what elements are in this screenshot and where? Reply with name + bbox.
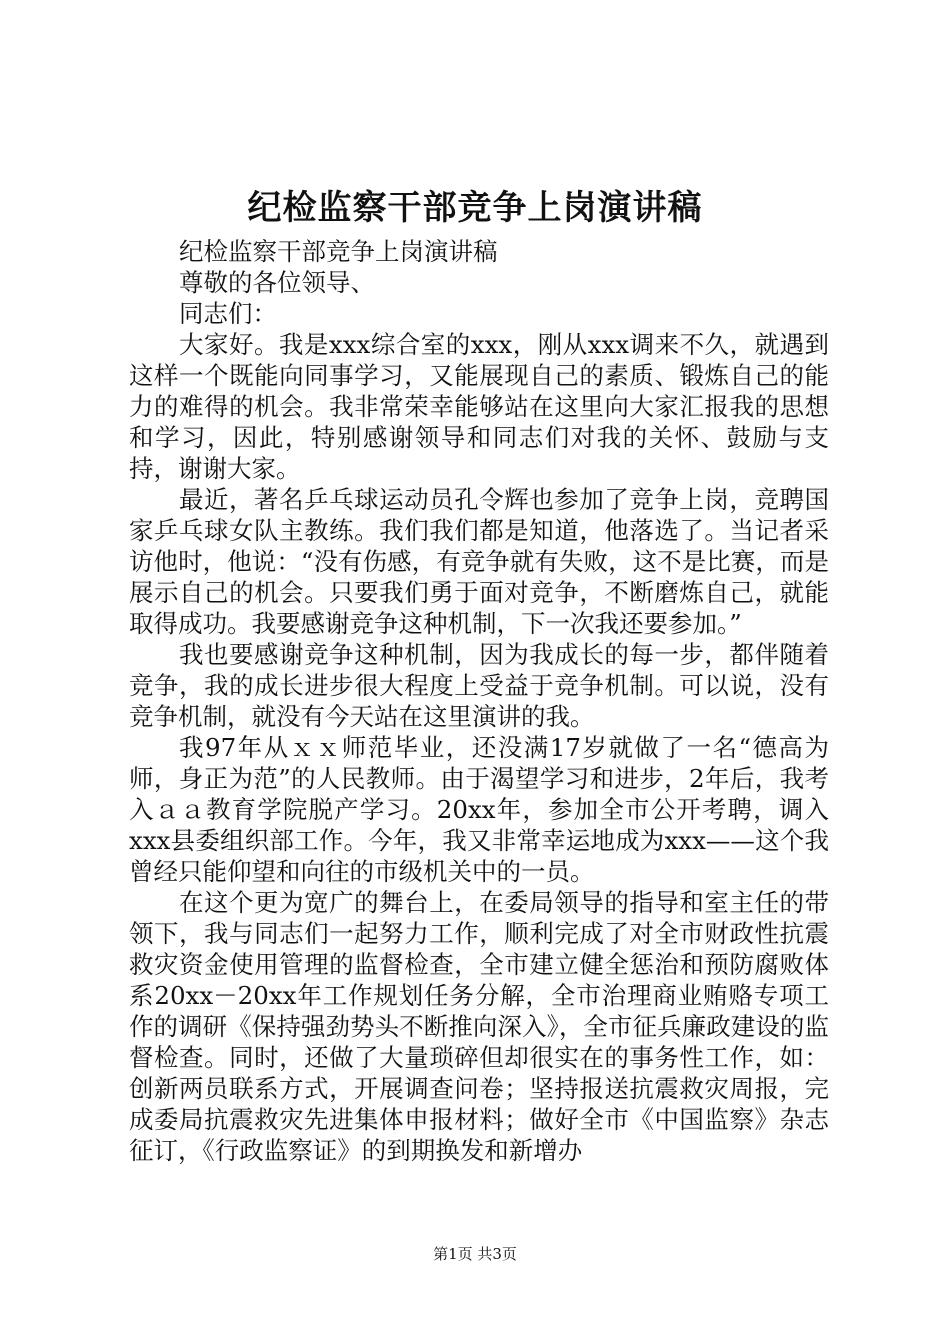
document-title: 纪检监察干部竞争上岗演讲稿: [247, 188, 703, 228]
page-footer: 第1页 共3页: [433, 1245, 517, 1263]
paragraph-competition: 我也要感谢竞争这种机制，因为我成长的每一步，都伴随着竞争，我的成长进步很大程度上受益于竞争机制。可以说，没有竞争机制，就没有今天站在这里演讲的我。: [129, 640, 829, 731]
paragraph-greeting: 大家好。我是xxx综合室的xxx，刚从xxx调来不久，就遇到这样一个既能向同事学习，又能展现自己的素质、锻炼自己的能力的难得的机会。我非常荣幸能够站在这里向大家汇报我的思想和学习，因此，特别感谢领导和同志们对我的关怀、鼓励与支持，谢谢大家。: [129, 330, 829, 483]
paragraph-salutation: 尊敬的各位领导、: [179, 268, 375, 297]
paragraph-work: 在这个更为宽广的舞台上，在委局领导的指导和室主任的带领下，我与同志们一起努力工作，顺利完成了对全市财政性抗震救灾资金使用管理的监督检查，全市建立健全惩治和预防腐败体系20xx－20xx年工作规划任务分解，全市治理商业贿赂专项工作的调研《保持强劲势头不断推向深入》，全市征兵廉政建设的监督检查。同时，还做了大量琐碎但却很实在的事务性工作，如：创新两员联系方式，开展调查问卷；坚持报送抗震救灾周报，完成委局抗震救灾先进集体申报材料；做好全市《中国监察》杂志征订，《行政监察证》的到期换发和新增办: [129, 888, 829, 1165]
paragraph-salutation-2: 同志们：: [179, 299, 277, 328]
paragraph-kong-linghui: 最近，著名乒乓球运动员孔令辉也参加了竞争上岗，竞聘国家乒乓球女队主教练。我们我们都是知道，他落选了。当记者采访他时，他说：“没有伤感，有竞争就有失败，这不是比赛，而是展示自己的机会。只要我们勇于面对竞争，不断磨炼自己，就能取得成功。我要感谢竞争这种机制，下一次我还要参加。”: [129, 485, 829, 638]
paragraph-subtitle: 纪检监察干部竞争上岗演讲稿: [179, 237, 498, 266]
paragraph-career: 我97年从ｘｘ师范毕业，还没满17岁就做了一名“德高为师，身正为范”的人民教师。由于渴望学习和进步，2年后，我考入ａａ教育学院脱产学习。20xx年，参加全市公开考聘，调入xxx县委组织部工作。今年，我又非常幸运地成为xxx——这个我曾经只能仰望和向往的市级机关中的一员。: [129, 733, 829, 886]
document-body: [129, 236, 829, 1166]
